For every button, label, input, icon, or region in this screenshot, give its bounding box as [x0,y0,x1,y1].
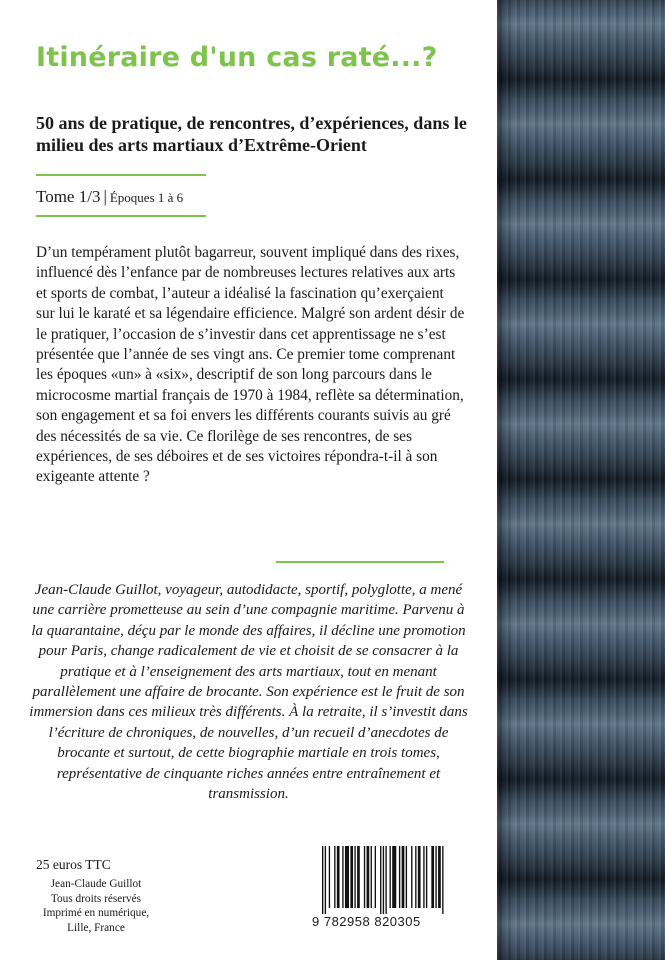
barcode-bar [367,846,370,908]
barcode-bar [380,846,381,914]
barcode-bars [318,846,486,914]
green-divider-top [36,174,206,176]
barcode-bar [364,846,365,908]
barcode-bar [322,846,323,914]
barcode-bar [392,846,396,908]
book-title: Itinéraire d'un cas raté...? [36,42,438,73]
barcode-bar [354,846,355,908]
epoques-label: Époques 1 à 6 [109,190,184,205]
green-divider-tome [36,215,206,217]
barcode-bar [345,846,349,908]
green-divider-bio [276,561,444,563]
tome-label: Tome 1/3 [36,187,101,206]
barcode-bar [334,846,335,908]
tome-separator: | [103,187,107,206]
barcode-bar [423,846,424,908]
barcode-bar [442,846,443,914]
isbn-barcode [304,842,496,936]
barcode-bar [371,846,372,908]
barcode-bar [357,846,360,908]
barcode-bar [411,846,412,908]
imprint-place: Lille, France [67,921,125,934]
author-bio: Jean-Claude Guillot, voyageur, autodidacte, sportif, polyglotte, a mené une carrière prometteuse au sein d’une compagnie maritime. Parvenu à la quarantaine, déçu par le monde des affaires, il décline une promotion pour Paris, change radicalement de vie et choisit de se consacrer à la pratique et à l’enseignement des arts martiaux, tout en menant parallèlement une affaire de brocante. Son expérience est le fruit de son immersion dans ces milieux très différents. À la retraite, il s’investit dans l’écriture de chroniques, de nouvelles, d’un recueil d’anecdotes de brocante et surtout, de cette biographie martiale en trois tomes, représentative de cinquante riches années entre entraînement et transmission. [29,582,468,803]
imprint-author: Jean-Claude Guillot [50,878,142,890]
barcode-bar [337,846,340,908]
price: 25 euros TTC [36,857,111,872]
barcode-bar [383,846,384,914]
barcode-bar [415,846,416,908]
barcode-bar [431,846,434,908]
barcode-bar [325,846,326,914]
tome-line [36,187,183,207]
barcode-bar [435,846,436,908]
knitted-texture-panel [497,0,665,960]
barcode-bar [402,846,405,908]
barcode-bar [342,846,343,908]
barcode-bar [390,846,391,908]
barcode-bar [385,846,386,914]
barcode-bar [350,846,353,908]
barcode-bar [375,846,376,908]
imprint-block [36,877,156,935]
imprint-printed: Imprimé en numérique, [42,907,150,919]
barcode-number: 9 782958 820305 [312,914,421,929]
barcode-bar [329,846,330,908]
book-description: D’un tempérament plutôt bagarreur, souvent impliqué dans des rixes, influencé dès l’enfance par de nombreuses lectures relatives aux arts et sports de combat, l’auteur a idéalisé la fascination qu’exerçaient sur lui le karaté et sa légendaire efficience. Malgré son ardent désir de le pratiquer, l’occasion de s’investir dans cet apprentissage ne s’est présentée que l’année de ses vingt ans. Ce premier tome comprenant les époques «un» à «six», descriptif de son long parcours dans le microcosme martial français de 1970 à 1984, reflète sa détermination, son engagement et sa foi envers les différents courants suivis au gré des nécessités de sa vie. Ce florilège de ses rencontres, de ses expériences, de ses déboires et de ses victoires répondra-t-il à son exigeante attente ? [36,244,465,486]
barcode-bar [438,846,441,908]
imprint-rights: Tous droits réservés [50,892,142,905]
barcode-bar [426,846,427,908]
book-subtitle: 50 ans de pratique, de rencontres, d’expériences, dans le milieu des arts martiaux d’Extrême-Orient [36,113,467,155]
barcode-bar [399,846,400,908]
barcode-bar [406,846,407,908]
barcode-bar [418,846,421,908]
